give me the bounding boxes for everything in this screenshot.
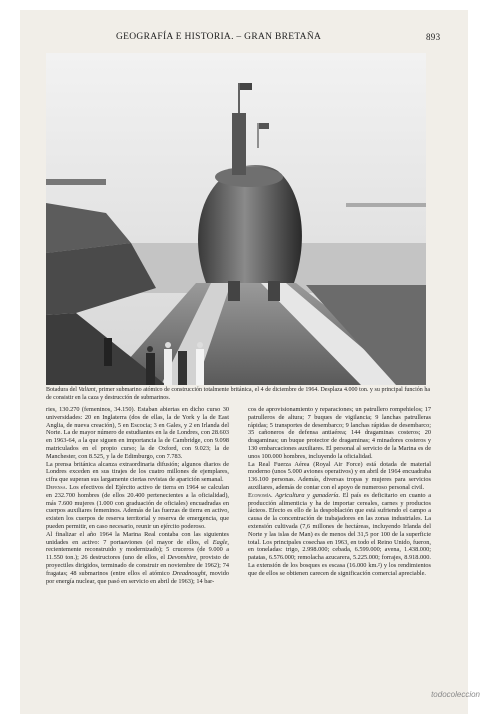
photo-illustration (46, 53, 426, 385)
navy-text-c: , provisto de proyectiles dirigidos, terminado de construir en noviembre de 1962); 74 fragatas; 48 submarinos (entre ellos el atómico (46, 554, 229, 577)
right-text-column (248, 406, 431, 578)
navy-text-a: Al finalizar el año 1964 la Marina Real contaba con las siguientes unidades en activo: 7 portaaviones (el mayor de ellos, el (46, 530, 229, 546)
navy-text-d: , movido por energía nuclear, que pasó en servicio en abril de 1963); 14 bar- (46, 569, 229, 585)
caption-line1-post: , primer submarino atómico de construcción totalmente británica, el 4 de diciembre de 1964. (95, 387, 319, 393)
page-header (20, 32, 468, 46)
running-title: GEOGRAFÍA E HISTORIA. – GRAN BRETAÑA (116, 32, 322, 42)
paragraph-universities: ries, 130.270 (femeninos, 34.150). Estaban abiertas en dicho curso 30 universidades: 20 en Inglaterra (dos de ellas, la de York y la de East Anglia, de nueva creación), 5 en Escocia; 3 en Gales, y 2 en Irlanda del Norte. La de mayor número de estudiantes en la de Londres, con 28.603 en 1963-64, a la que siguen en importancia la de Cambridge, con 9.098 matriculados en el propio curso; la de Oxford, con 9.023; la de Manchester, con 8.525, y la de Edimburgo, con 7.783. (46, 406, 229, 460)
caption-line1-pre: Botadura del (46, 387, 79, 393)
ship-name-devonshire: Devonshire (167, 554, 197, 562)
ship-name-dreadnought: Dreadnought (172, 569, 206, 577)
section-lead-economy: Economía. (248, 491, 273, 499)
paragraph-economy (248, 492, 431, 578)
paragraph-navy (46, 531, 229, 586)
caption-line2: Desplaza 4.000 ton. y su principal función ha de consistir en la caza y destrucción de submarinos. (46, 387, 431, 401)
section-lead-defense: Defensa. (46, 483, 68, 491)
economy-text: El país es deficitario en cuanto a producción alimenticia y ha de importar cereales, carnes y productos lácteos. Efecto es ello de la despoblación que está sufriendo el campo a causa de la concentración de trabajadores en las zonas industriales. La extensión cultivada (7,6 millones de hectáreas, incluyendo Irlanda del Norte y las islas de Man) es de menos del 31,5 por 100 de la superficie total. Los principales cosechas en 1963, en todo el Reino Unido, fueron, en toneladas: trigo, 2.998.000; cebada, 6.599.000; avena, 1.438.000; patatas, 6.576.000; remolacha azucarera, 5.225.000; forrajes, 8.918.000. La extensión de los bosques es escasa (16.000 km.²) y los rendimientos que de ellos se obtienen carecen de significación comercial apreciable. (248, 491, 432, 577)
defense-text: Los efectivos del Ejército activo de tierra en 1964 se calculan en 232.700 hombres (de ellos 20.400 pertenecientes a la oficialidad), más 7.600 mujeres (1.000 con graduación de oficiales) encuadradas en cuerpos auxiliares femeninos. Además de las fuerzas de tierra en activo, existen los cuerpos de reserva territorial y reserva de emergencia, que pueden permitir, en caso necesario, reunir un ejército poderoso. (46, 483, 229, 530)
paragraph-press: La prensa británica alcanza extraordinaria difusión; algunos diarios de Londres exceden en sus tirajes de los cuatro millones de ejemplares, cifra que superan sus largamente ciertas revistas de aparición semanal. (46, 460, 229, 484)
subsection-agriculture: Agricultura y ganadería. (272, 491, 341, 499)
photo-caption (46, 387, 430, 402)
left-text-column (46, 406, 229, 585)
ship-name-eagle: Eagle (212, 538, 228, 546)
submarine-launch-photo (46, 53, 426, 385)
paragraph-air-force: La Real Fuerza Aérea (Royal Air Force) está dotada de material moderno (unos 5.000 aviones operativos) y en abril de 1964 encuadraba 136.100 personas. Además, diversas tropas y mujeres para servicios auxiliares, además de contar con el apoyo de numeroso personal civil. (248, 460, 431, 491)
page-number: 893 (426, 32, 441, 42)
watermark: todocoleccion (431, 690, 480, 699)
document-page (20, 10, 468, 714)
paragraph-navy-continued: cos de aprovisionamiento y reparaciones; un patrullero rompehielos; 17 patrulleros de altura; 7 buques de vigilancia; 9 lanchas patrulleras rápidas; 5 transportes de desembarco; 9 lanchas rápidas de desembarco; 35 cañoneros de defensa antiaérea; 144 dragaminas costeros; 20 dragaminas; un buque protector de dragaminas; 4 minadores costeros y 130 embarcaciones auxiliares. El personal al servicio de la Marina es de unos 100.000 hombres, incluyendo la oficialidad. (248, 406, 431, 460)
navy-text-b: , recientemente reconstruido y modernizado); 5 cruceros (de 9.000 a 11.550 ton.); 26 destructores (uno de ellos, el (46, 538, 229, 562)
paragraph-defense (46, 484, 229, 531)
caption-ship-name: Valiant (78, 387, 96, 393)
